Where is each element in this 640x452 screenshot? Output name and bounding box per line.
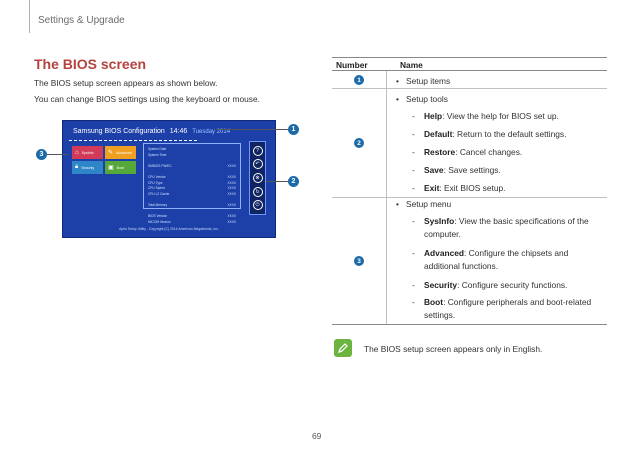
table-row-divider bbox=[332, 197, 607, 198]
save-icon: ↻ bbox=[253, 187, 263, 197]
header-name: Name bbox=[400, 60, 423, 70]
row-2-bullet: • Setup tools bbox=[396, 94, 448, 104]
bios-footer: Aptio Setup Utility - Copyright (C) 2014 American Megatrends, Inc. bbox=[119, 227, 219, 231]
pencil-icon: ✎ bbox=[108, 150, 114, 156]
row-3-bullet: • Setup menu bbox=[396, 199, 452, 209]
row-number-badge-3: 3 bbox=[354, 256, 364, 266]
menu-security: - Security: Configure security functions. bbox=[412, 280, 568, 290]
tool-help: - Help: View the help for BIOS set up. bbox=[412, 111, 559, 121]
info-row: CPU Type XXXX bbox=[148, 180, 236, 185]
info-row: Total Memory XXXX bbox=[148, 202, 236, 207]
restore-icon: ⊗ bbox=[253, 173, 263, 183]
table-row-divider bbox=[332, 88, 607, 89]
info-row: System Time bbox=[148, 152, 167, 157]
info-row: System Date bbox=[148, 147, 167, 151]
tile-sysinfo: ⌂ SysInfo bbox=[72, 146, 103, 159]
menu-advanced: - Advanced: Configure the chipsets and additional functions. bbox=[412, 248, 569, 271]
callout-badge-3: 3 bbox=[36, 149, 47, 160]
info-row: BIOS Version XXXX bbox=[148, 214, 236, 219]
breadcrumb: Settings & Upgrade bbox=[38, 15, 125, 26]
table-bottom-rule bbox=[332, 324, 607, 325]
callout-badge-2: 2 bbox=[288, 176, 299, 187]
header-number: Number bbox=[336, 60, 368, 70]
home-icon: ⌂ bbox=[75, 149, 79, 156]
tile-boot: ▣ Boot bbox=[105, 161, 136, 174]
tool-exit: - Exit: Exit BIOS setup. bbox=[412, 183, 506, 193]
info-row: SMBIOS FW/EC XXXX bbox=[148, 163, 236, 168]
header-divider bbox=[0, 0, 30, 33]
bios-info-panel bbox=[143, 143, 241, 224]
default-icon: ↶ bbox=[253, 159, 263, 169]
row-1-bullet: • Setup items bbox=[396, 76, 451, 86]
info-row: CPU Speed XXXX bbox=[148, 186, 236, 191]
row-number-badge-1: 1 bbox=[354, 75, 364, 85]
menu-boot: - Boot: Configure peripherals and boot-related settings. bbox=[412, 297, 592, 320]
settings-table bbox=[332, 57, 607, 71]
callout-badge-1: 1 bbox=[288, 124, 299, 135]
note-text: The BIOS setup screen appears only in English. bbox=[364, 344, 543, 354]
note-pencil-icon bbox=[334, 339, 352, 357]
callout-line-3 bbox=[46, 154, 68, 155]
callout-line-2 bbox=[266, 181, 288, 182]
page-number: 69 bbox=[312, 431, 322, 441]
tool-default: - Default: Return to the default settings. bbox=[412, 129, 567, 139]
info-row: CPU Vendor XXXX bbox=[148, 174, 236, 179]
bios-title: Samsung BIOS Configuration 14:46 Tuesday 2014 bbox=[73, 128, 231, 135]
page-title: The BIOS screen bbox=[34, 56, 147, 72]
menu-sysinfo: - SysInfo: View the basic specifications of the computer. bbox=[412, 216, 589, 239]
tile-security: 🔒︎ Security bbox=[72, 161, 103, 174]
info-row: MICOM Version XXXX bbox=[148, 219, 236, 224]
help-icon: ? bbox=[253, 146, 263, 156]
intro-paragraph-2: You can change BIOS settings using the keyboard or mouse. bbox=[34, 94, 260, 104]
row-number-badge-2: 2 bbox=[354, 138, 364, 148]
table-header bbox=[332, 57, 607, 71]
setup-tools-bar bbox=[249, 141, 266, 215]
callout-line-1 bbox=[216, 129, 288, 130]
bios-screenshot bbox=[62, 120, 276, 238]
info-row: CPU L2 Cache XXXX bbox=[148, 191, 236, 196]
intro-paragraph-1: The BIOS setup screen appears as shown below. bbox=[34, 78, 218, 88]
monitor-icon: ▣ bbox=[108, 165, 114, 171]
tool-save: - Save: Save settings. bbox=[412, 165, 501, 175]
exit-icon: ⏻ bbox=[253, 200, 263, 210]
lock-icon: 🔒︎ bbox=[75, 164, 79, 170]
tool-restore: - Restore: Cancel changes. bbox=[412, 147, 523, 157]
tile-advanced: ✎ Advanced bbox=[105, 146, 136, 159]
